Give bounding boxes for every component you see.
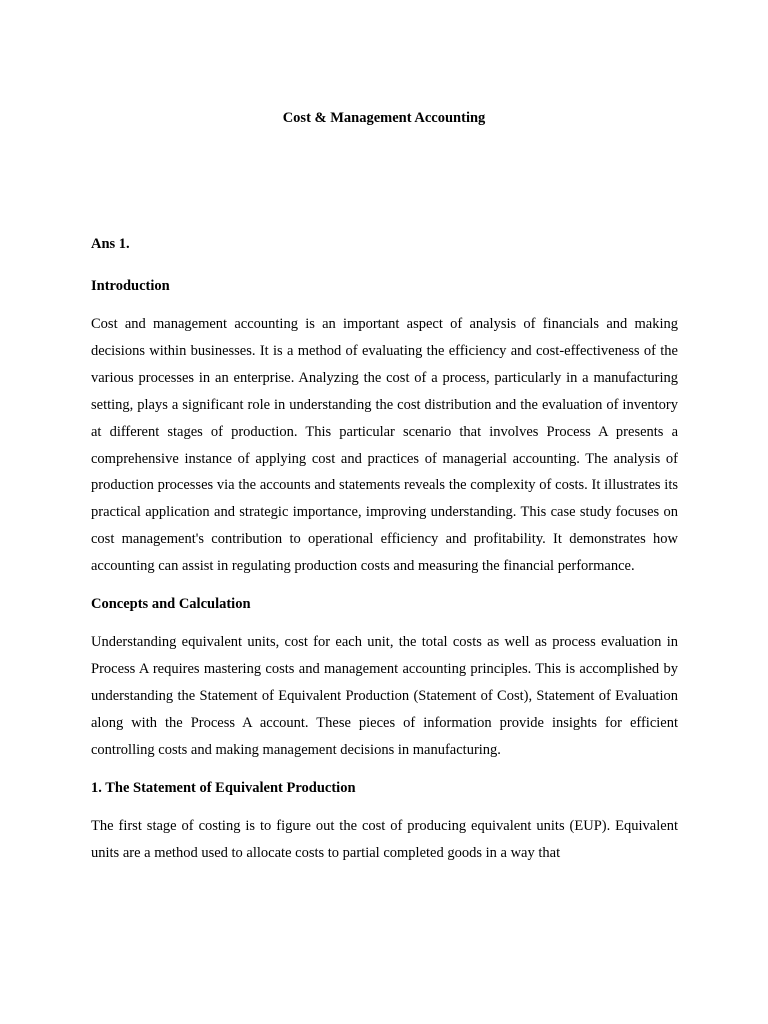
introduction-paragraph: Cost and management accounting is an important aspect of analysis of financials and making decisions within businesses. It is a method of evaluating the efficiency and cost-effectiveness of the various processes in an enterprise. Analyzing the cost of a process, particularly in a manufacturing setting, plays a significant role in understanding the cost distribution and the evaluation of inventory at different stages of production. This particular scenario that involves Process A presents a comprehensive instance of applying cost and practices of managerial accounting. The analysis of production processes via the accounts and statements reveals the complexity of costs. It illustrates its practical application and strategic importance, improving understanding. This case study focuses on cost management's contribution to operational efficiency and profitability. It demonstrates how accounting can assist in regulating production costs and measuring the financial performance. bbox=[91, 316, 678, 575]
equivalent-production-heading: 1. The Statement of Equivalent Production bbox=[91, 779, 356, 796]
concepts-paragraph: Understanding equivalent units, cost for each unit, the total costs as well as process evaluation in Process A requires mastering costs and management accounting principles. This is accomplished by understanding the Statement of Equivalent Production (Statement of Cost), Statement of Evaluation along with the Process A account. These pieces of information provide insights for efficient controlling costs and making management decisions in manufacturing. bbox=[91, 634, 678, 758]
answer-label: Ans 1. bbox=[91, 236, 130, 252]
document-title: Cost & Management Accounting bbox=[282, 110, 486, 126]
concepts-heading: Concepts and Calculation bbox=[91, 596, 251, 613]
introduction-heading: Introduction bbox=[91, 278, 170, 294]
equivalent-production-paragraph: The first stage of costing is to figure out the cost of producing equivalent units (EUP). Equivalent units are a method used to allocate costs to partial completed goods in a way that bbox=[91, 817, 678, 861]
document-body bbox=[91, 234, 678, 866]
